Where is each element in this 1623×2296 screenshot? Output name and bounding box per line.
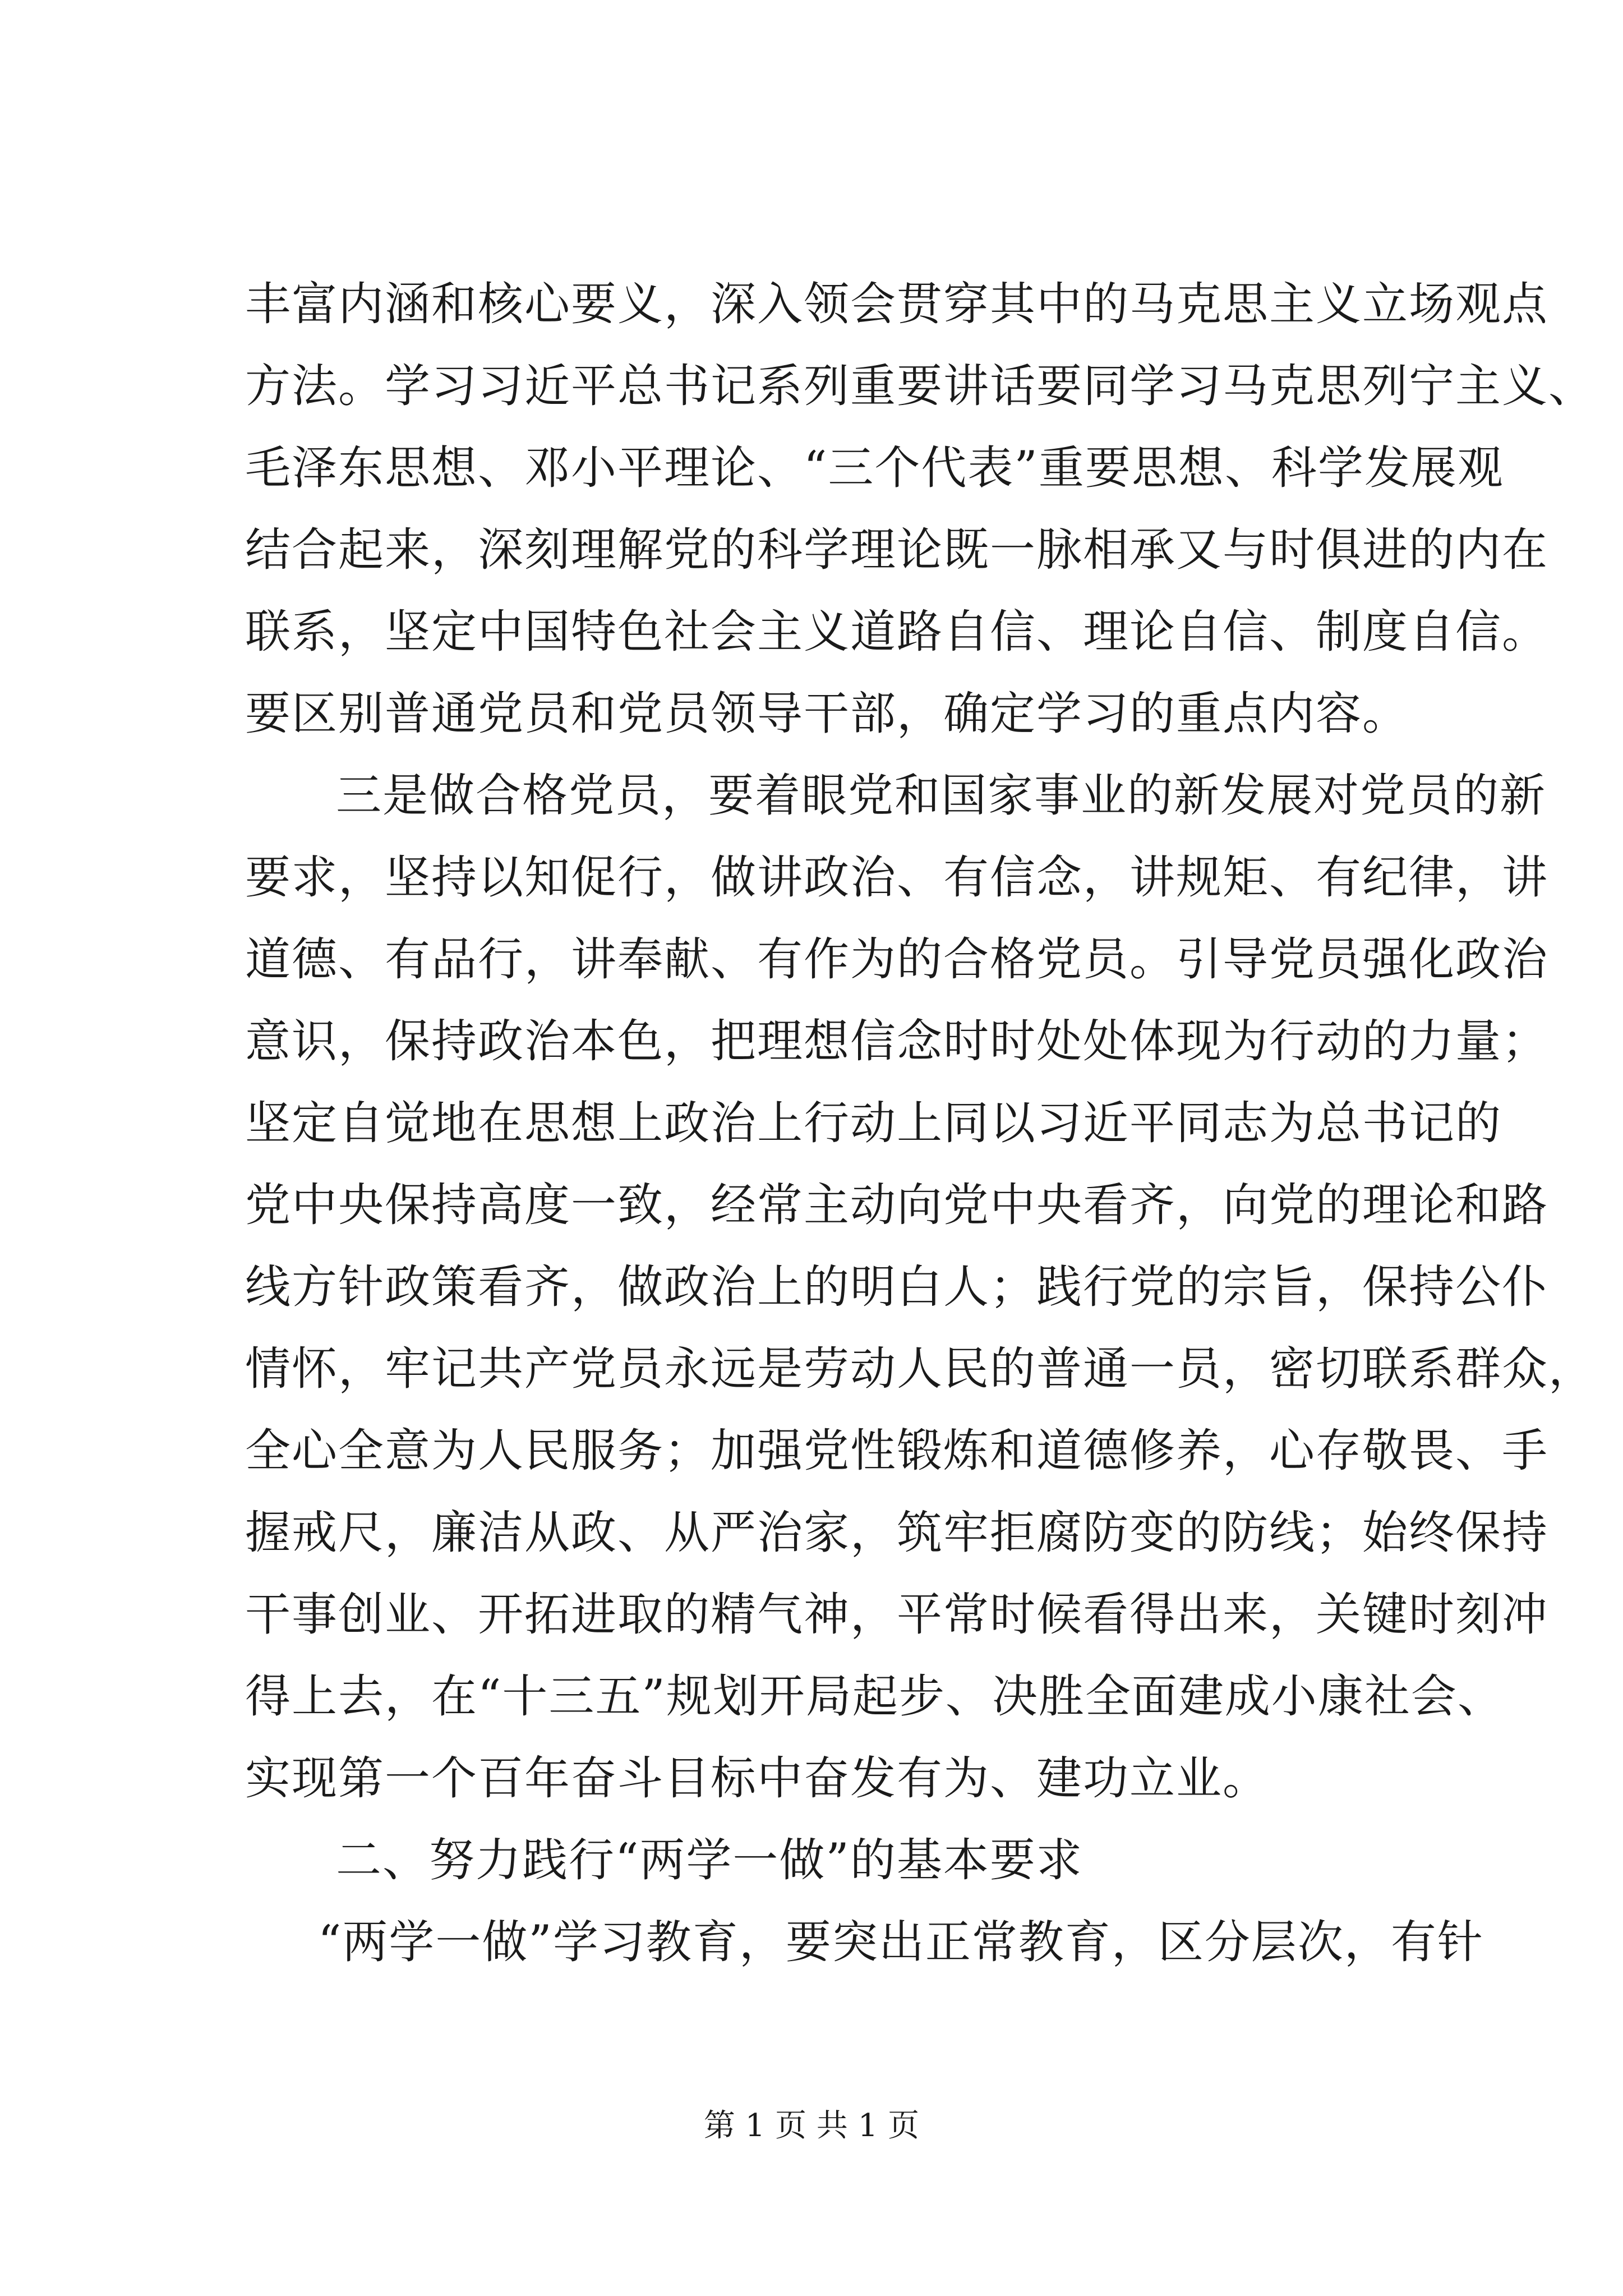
- document-body: [245, 264, 1596, 1984]
- text-line: 结合起来，深刻理解党的科学理论既一脉相承又与时俱进的内在: [245, 524, 1549, 577]
- text-line: “两学一做”学习教育，要突出正常教育，区分层次，有针: [318, 1916, 1484, 1969]
- text-line: 实现第一个百年奋斗目标中奋发有为、建功立业。: [245, 1752, 1270, 1805]
- page-footer: 第 1 页 共 1 页: [703, 2108, 920, 2144]
- text-line: 坚定自觉地在思想上政治上行动上同以习近平同志为总书记的: [245, 1097, 1502, 1150]
- text-line: 要求，坚持以知促行，做讲政治、有信念，讲规矩、有纪律，讲: [245, 852, 1549, 904]
- text-line: 方法。学习习近平总书记系列重要讲话要同学习马克思列宁主义、: [245, 360, 1596, 413]
- text-line: 全心全意为人民服务；加强党性锻炼和道德修养，心存敬畏、手: [245, 1425, 1549, 1478]
- text-line: 干事创业、开拓进取的精气神，平常时候看得出来，关键时刻冲: [245, 1589, 1549, 1641]
- text-line: 情怀，牢记共产党员永远是劳动人民的普通一员，密切联系群众，: [245, 1343, 1596, 1396]
- text-line: 道德、有品行，讲奉献、有作为的合格党员。引导党员强化政治: [245, 933, 1549, 986]
- text-line: 二、努力践行“两学一做”的基本要求: [336, 1834, 1083, 1887]
- text-line: 握戒尺，廉洁从政、从严治家，筑牢拒腐防变的防线；始终保持: [245, 1507, 1549, 1559]
- text-line: 党中央保持高度一致，经常主动向党中央看齐，向党的理论和路: [245, 1179, 1549, 1232]
- text-line: 要区别普通党员和党员领导干部，确定学习的重点内容。: [245, 688, 1409, 740]
- text-line: 意识，保持政治本色，把理想信念时时处处体现为行动的力量；: [245, 1015, 1549, 1068]
- text-line: 线方针政策看齐，做政治上的明白人；践行党的宗旨，保持公仆: [245, 1261, 1549, 1314]
- text-line: 毛泽东思想、邓小平理论、“三个代表”重要思想、科学发展观: [245, 442, 1504, 495]
- text-line: 丰富内涵和核心要义，深入领会贯穿其中的马克思主义立场观点: [245, 278, 1549, 331]
- text-line: 三是做合格党员，要着眼党和国家事业的新发展对党员的新: [336, 770, 1547, 822]
- text-line: 得上去，在“十三五”规划开局起步、决胜全面建成小康社会、: [245, 1671, 1504, 1723]
- text-line: 联系，坚定中国特色社会主义道路自信、理论自信、制度自信。: [245, 606, 1549, 659]
